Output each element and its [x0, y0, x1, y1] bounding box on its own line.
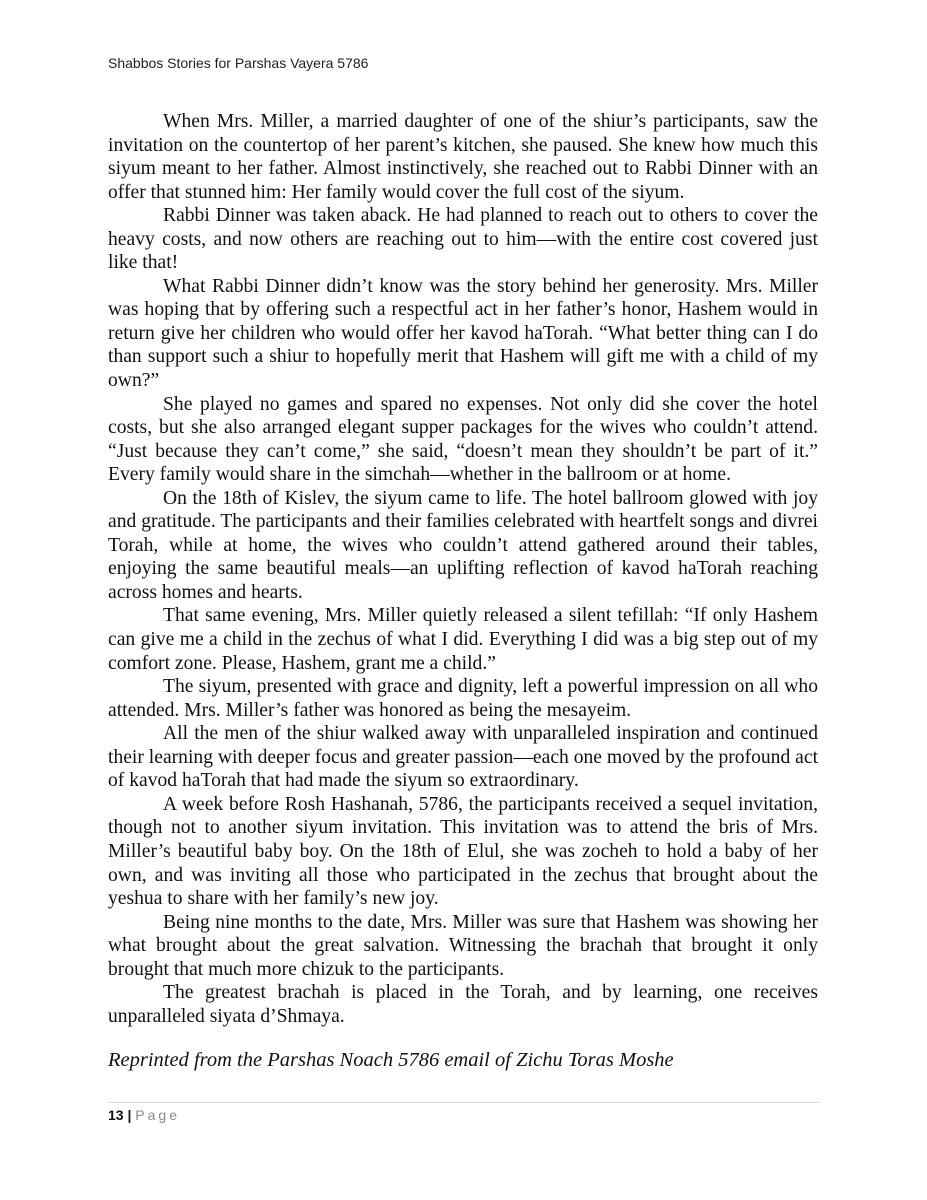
page-label: Page: [135, 1107, 180, 1123]
paragraph: A week before Rosh Hashanah, 5786, the participants received a sequel invitation, though not to another siyum invitation. This invitation was to attend the bris of Mrs. Miller’s beautiful baby boy. On the 18th of Elul, she was zocheh to hold a baby of her own, and was inviting all those who participated in the zechus that brought about the yeshua to share with her family’s new joy.: [108, 793, 818, 910]
paragraph: When Mrs. Miller, a married daughter of one of the shiur’s participants, saw the invitation on the countertop of her parent’s kitchen, she paused. She knew how much this siyum meant to her father. Almost instinctively, she reached out to Rabbi Dinner with an offer that stunned him: Her family would cover the full cost of the siyum.: [108, 111, 818, 203]
footer-divider: [108, 1102, 820, 1103]
paragraph: That same evening, Mrs. Miller quietly released a silent tefillah: “If only Hashem can give me a child in the zechus of what I did. Everything I did was a big step out of my comfort zone. Please, Hashem, grant me a child.”: [108, 605, 818, 674]
paragraph: What Rabbi Dinner didn’t know was the story behind her generosity. Mrs. Miller was hoping that by offering such a respectful act in her father’s honor, Hashem would in return give her children who would offer her kavod haTorah. “What better thing can I do than support such a shiur to hopefully merit that Hashem will gift me with a child of my own?”: [108, 275, 818, 392]
paragraph: On the 18th of Kislev, the siyum came to life. The hotel ballroom glowed with joy and gratitude. The participants and their families celebrated with heartfelt songs and divrei Torah, while at home, the wives who couldn’t attend gathered around their tables, enjoying the same beautiful meals—an uplifting reflection of kavod haTorah reaching across homes and hearts.: [108, 487, 818, 603]
paragraph: Being nine months to the date, Mrs. Miller was sure that Hashem was showing her what brought about the great salvation. Witnessing the brachah that brought it only brought that much more chizuk to the participants.: [108, 911, 818, 980]
paragraph: The siyum, presented with grace and dignity, left a powerful impression on all who attended. Mrs. Miller’s father was honored as being the mesayeim.: [108, 676, 818, 721]
paragraph: Rabbi Dinner was taken aback. He had planned to reach out to others to cover the heavy costs, and now others are reaching out to him—with the entire cost covered just like that!: [108, 205, 818, 274]
paragraph: The greatest brachah is placed in the Torah, and by learning, one receives unparalleled siyata d’Shmaya.: [108, 982, 818, 1027]
page-number: 13: [108, 1107, 124, 1123]
paragraph: She played no games and spared no expenses. Not only did she cover the hotel costs, but she also arranged elegant supper packages for the wives who couldn’t attend. “Just because they can’t come,” she said, “doesn’t mean they shouldn’t be part of it.” Every family would share in the simchah—whether in the ballroom or at home.: [108, 393, 818, 486]
paragraph: All the men of the shiur walked away with unparalleled inspiration and continued their learning with deeper focus and greater passion—each one moved by the profound act of kavod haTorah that had made the siyum so extraordinary.: [108, 723, 819, 792]
running-header: Shabbos Stories for Parshas Vayera 5786: [108, 55, 369, 71]
page-footer: [108, 1107, 180, 1123]
footer-separator: |: [127, 1107, 132, 1123]
reprint-credit: Reprinted from the Parshas Noach 5786 email of Zichu Toras Moshe: [108, 1049, 674, 1071]
article-body: [108, 110, 818, 1028]
